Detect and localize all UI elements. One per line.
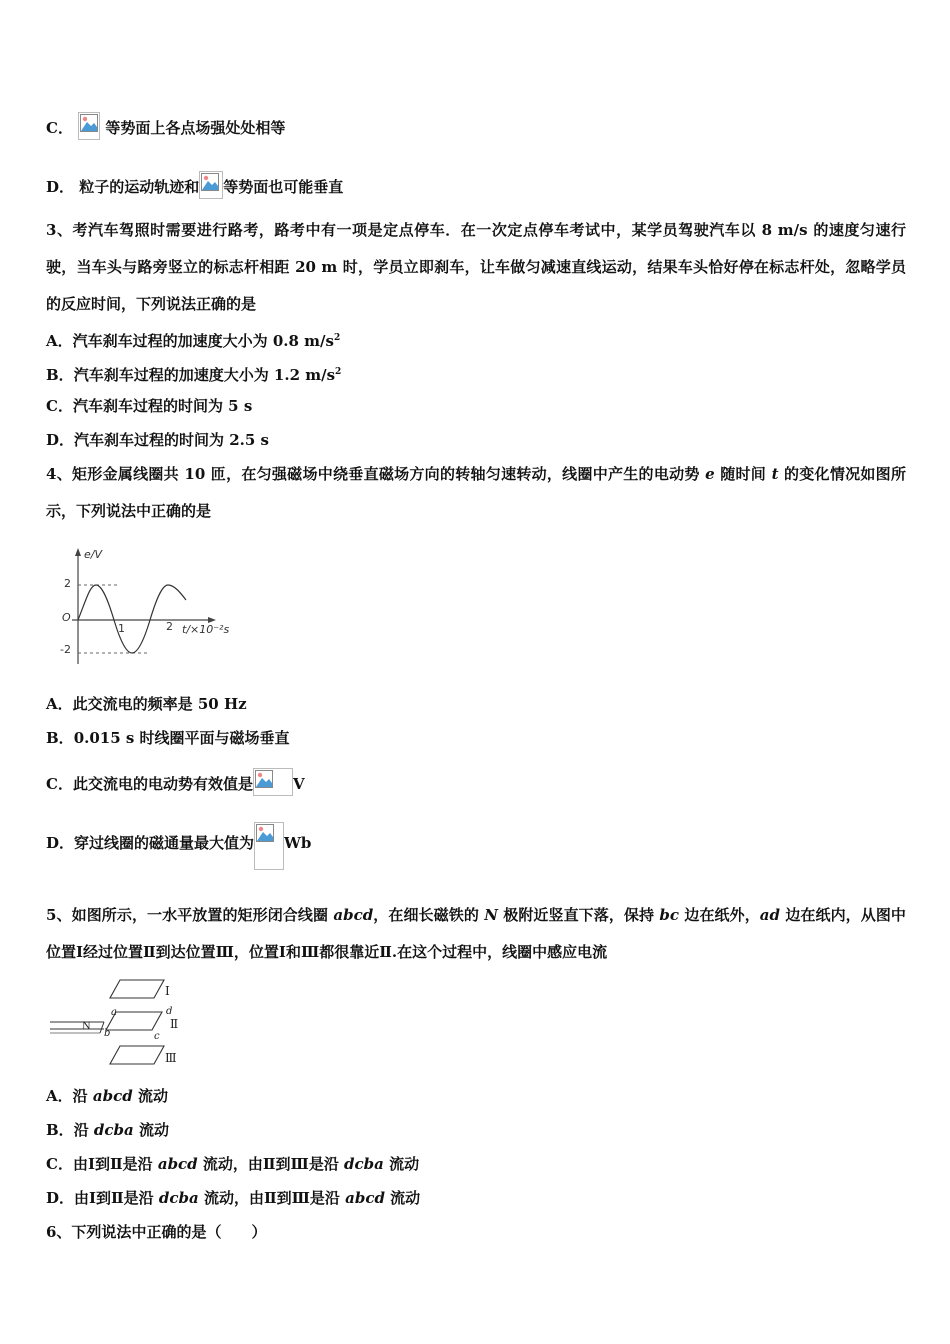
unit: Wb [284, 834, 312, 852]
q5-option-a[interactable] [46, 1086, 168, 1106]
q5-stem [46, 897, 906, 971]
option-text: 流动 [384, 1189, 421, 1207]
option-text: 汽车刹车过程的时间为 5 s [72, 397, 253, 415]
y-min-label: -2 [60, 643, 71, 656]
x-tick-2: 2 [166, 620, 173, 633]
q5-option-b[interactable] [46, 1120, 169, 1140]
y-axis-arrow [75, 548, 81, 556]
current-direction: dcba [158, 1189, 199, 1207]
option-text: 等势面也可能垂直 [223, 178, 344, 196]
option-text: 沿 [73, 1121, 94, 1139]
position-3-label: Ⅲ [165, 1051, 177, 1065]
pole-n: N [484, 906, 498, 924]
option-label: A． [46, 695, 73, 713]
q2-option-c[interactable] [46, 112, 285, 138]
corner-b-label: b [104, 1028, 111, 1039]
broken-image-icon [199, 171, 223, 199]
edge-ad: ad [759, 906, 781, 924]
option-text: 流动 [383, 1155, 420, 1173]
position-1-label: Ⅰ [165, 984, 170, 998]
q6-stem: 6、下列说法中正确的是（ ） [46, 1223, 267, 1241]
q4-option-d[interactable] [46, 818, 311, 868]
sine-curve [78, 585, 186, 653]
option-label: D． [46, 834, 75, 852]
option-label: A． [46, 332, 73, 350]
option-text: 等势面上各点场强处处相等 [105, 119, 286, 137]
coil-position-1 [110, 980, 164, 998]
q5-option-d[interactable] [46, 1188, 420, 1208]
option-text: 汽车刹车过程的加速度大小为 0.8 m/s [72, 332, 334, 350]
option-label: B． [46, 729, 74, 747]
unit: V [292, 775, 305, 793]
emf-time-graph [52, 540, 252, 670]
current-direction: dcba [93, 1121, 134, 1139]
magnet-coil-figure [46, 978, 196, 1070]
option-text: 此交流电的电动势有效值是 [72, 775, 253, 793]
option-text: 由Ⅰ到Ⅱ是沿 [74, 1189, 159, 1207]
superscript: 2 [333, 333, 341, 343]
current-direction: abcd [92, 1087, 133, 1105]
q4-stem [46, 456, 906, 530]
q2-option-d[interactable] [46, 171, 343, 197]
option-text: 粒子的运动轨迹和 [79, 178, 200, 196]
option-label: D． [46, 1189, 75, 1207]
q4-option-b[interactable] [46, 728, 290, 748]
option-text: 流动 [132, 1087, 168, 1105]
x-axis-label: t/×10⁻²s [182, 623, 230, 636]
stem-text: 5、如图所示，一水平放置的矩形闭合线圈 [46, 906, 329, 924]
y-max-label: 2 [64, 577, 71, 590]
corner-c-label: c [154, 1031, 160, 1042]
option-text: 由Ⅰ到Ⅱ是沿 [72, 1155, 158, 1173]
q3-option-a[interactable] [46, 328, 340, 351]
stem-text: 的变化情况如图所示，下列说法中正确的是 [46, 465, 906, 520]
q3-option-b[interactable] [46, 362, 341, 385]
option-label: C． [46, 775, 73, 793]
option-label: D． [46, 178, 75, 196]
option-label: D． [46, 431, 75, 449]
edge-bc: bc [659, 906, 680, 924]
current-direction: dcba [344, 1155, 384, 1173]
q3-stem: 3、考汽车驾照时需要进行路考，路考中有一项是定点停车．在一次定点停车考试中，某学员驾驶汽车以 8 m/s 的速度匀速行驶，当车头与路旁竖立的标志杆相距 20 m 时，学员立即刹车，让车做匀减速直线运动，结果车头恰好停在标志杆处，忽略学员的反应时间，下列说法正确的是 [46, 221, 906, 313]
magnet-n-label: N [82, 1021, 91, 1032]
current-direction: abcd [157, 1155, 198, 1173]
corner-a-label: a [111, 1007, 117, 1018]
q3-option-d[interactable] [46, 430, 269, 450]
option-text: 流动，由Ⅱ到Ⅲ是沿 [198, 1189, 346, 1207]
broken-image-icon [254, 822, 284, 870]
option-text: 穿过线圈的磁通量最大值为 [74, 834, 255, 852]
coil-position-3 [110, 1046, 164, 1064]
variable-e: e [705, 465, 715, 483]
option-text: 此交流电的频率是 50 Hz [72, 695, 247, 713]
superscript: 2 [335, 367, 342, 377]
corner-d-label: d [166, 1006, 173, 1017]
option-text: 流动 [133, 1121, 169, 1139]
option-label: A． [46, 1087, 73, 1105]
stem-text: 极附近竖直下落，保持 [503, 906, 655, 924]
stem-text: ，在细长磁铁的 [373, 906, 479, 924]
broken-image-icon [253, 768, 293, 796]
variable-t: t [771, 465, 779, 483]
origin-label: O [62, 611, 71, 624]
stem-text: 边在纸内，从图中位置Ⅰ经过位置Ⅱ到达位置Ⅲ，位置Ⅰ和Ⅲ都很靠近Ⅱ.在这个过程中，线圈中感应电流 [46, 906, 906, 961]
option-text: 沿 [72, 1087, 93, 1105]
option-label: C． [46, 1155, 73, 1173]
q4-option-a[interactable] [46, 694, 247, 714]
option-label: B． [46, 366, 74, 384]
coil-abcd: abcd [333, 906, 374, 924]
option-text: 0.015 s 时线圈平面与磁场垂直 [73, 729, 290, 747]
q3-option-c[interactable] [46, 396, 252, 416]
current-direction: abcd [345, 1189, 385, 1207]
y-axis-label: e/V [84, 548, 102, 561]
option-label: C． [46, 119, 73, 137]
option-text: 流动，由Ⅱ到Ⅲ是沿 [197, 1155, 345, 1173]
broken-image-icon [78, 112, 100, 140]
q4-option-c[interactable] [46, 760, 305, 808]
option-text: 汽车刹车过程的时间为 2.5 s [74, 431, 270, 449]
position-2-label: Ⅱ [170, 1017, 179, 1031]
q5-option-c[interactable] [46, 1154, 419, 1174]
stem-text: 随时间 [720, 465, 767, 483]
option-text: 汽车刹车过程的加速度大小为 1.2 m/s [73, 366, 336, 384]
option-label: C． [46, 397, 73, 415]
stem-text: 4、矩形金属线圈共 10 匝，在匀强磁场中绕垂直磁场方向的转轴匀速转动，线圈中产生的电动势 [46, 465, 700, 483]
stem-text: 边在纸外， [684, 906, 760, 924]
option-label: B． [46, 1121, 74, 1139]
x-tick-1: 1 [118, 622, 125, 635]
